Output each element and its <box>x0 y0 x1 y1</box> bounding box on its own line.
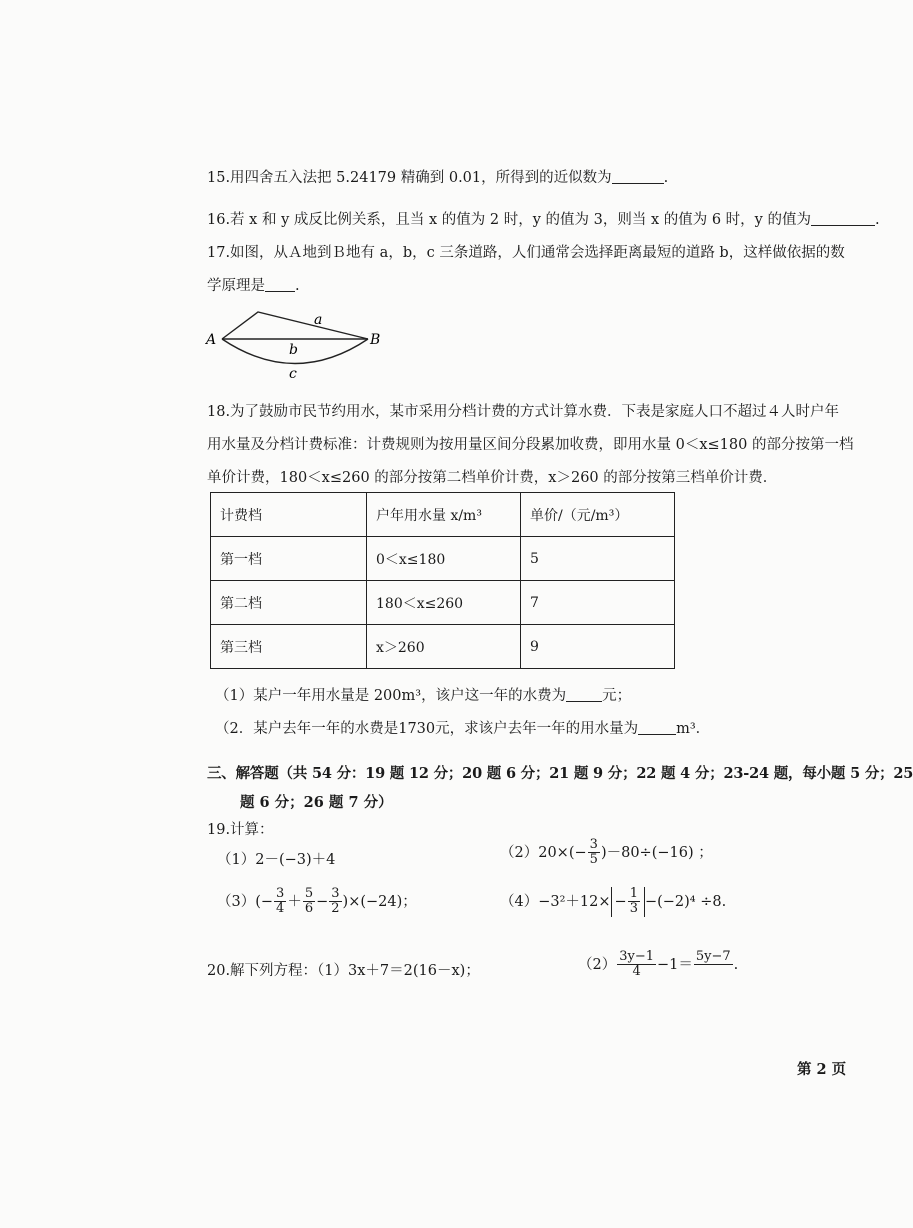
q19-part4: （4）−3²＋12× − $\frac{1}{3}$ −(−2)⁴ ÷8. <box>500 886 727 917</box>
point-a-label: A <box>206 332 217 348</box>
fraction: $\frac{3}{5}$ <box>589 837 598 868</box>
table-cell: 第三档 <box>211 625 367 669</box>
fraction: $\frac{3}{4}$ <box>276 886 285 917</box>
table-cell: 第一档 <box>211 537 367 581</box>
road-figure <box>200 300 400 385</box>
table-cell: 5 <box>521 537 675 581</box>
fraction: 5y−7 <box>695 949 731 964</box>
q19-part2: （2）20×(− $\frac{3}{5}$ )－80÷(−16) ； <box>500 837 713 868</box>
table-row <box>211 537 675 581</box>
fraction: $\frac{3y-1}{4}$ <box>619 949 655 980</box>
table-header-row <box>211 493 675 537</box>
table-cell: 9 <box>521 625 675 669</box>
q17-answer-blank[interactable] <box>265 277 295 293</box>
table-cell: 7 <box>521 581 675 625</box>
question-18-line2: 用水量及分档计费标准：计费规则为按用量区间分段累加收费，即用水量 0＜x≤180 的部分按第一档 <box>207 437 854 453</box>
q19-part1-expression: 2－(−3)＋4 <box>255 852 336 868</box>
question-18-sub2: （2．某户去年一年的水费是1730元，求该户去年一年的用水量为 m³． <box>215 721 711 737</box>
question-17-line1: 17.如图，从Ａ地到Ｂ地有 a，b，c 三条道路，人们通常会选择距离最短的道路 b，这样做依据的数 <box>207 245 845 261</box>
question-18-line3: 单价计费，180＜x≤260 的部分按第二档单价计费，x＞260 的部分按第三档单价计费． <box>207 470 778 486</box>
q15-text: 15.用四舍五入法把 5.24179 精确到 0.01，所得到的近似数为 <box>207 170 612 186</box>
road-a <box>222 312 368 339</box>
fraction: $\frac{1}{3}$ <box>629 886 638 917</box>
header-price: 单价/（元/m³） <box>521 493 675 537</box>
section-3-heading: 三、解答题（共 54 分：19 题 12 分；20 题 6 分；21 题 9 分；22 题 4 分；23-24 题，每小题 5 分；25 <box>207 765 913 782</box>
page-number: 第 2 页 <box>797 1061 847 1078</box>
question-17-line2: 学原理是 . <box>207 278 300 294</box>
point-b-label: B <box>370 332 381 348</box>
q19-part1: （1）2－(−3)＋4 <box>217 852 336 868</box>
table-cell: x＞260 <box>367 625 521 669</box>
q20-part2: （2） $\frac{3y-1}{4}$ −1＝ 5y−7 . <box>578 949 739 980</box>
road-b-label: b <box>289 342 298 358</box>
water-fee-table <box>210 492 675 669</box>
section-3-heading-line2: 题 6 分；26 题 7 分） <box>240 794 393 811</box>
table-cell: 0＜x≤180 <box>367 537 521 581</box>
question-18-sub1: （1）某户一年用水量是 200m³，该户这一年的水费为 元； <box>215 688 632 704</box>
question-19-title: 19.计算： <box>207 822 274 838</box>
q16-answer-blank[interactable] <box>811 211 875 227</box>
fraction: $\frac{3}{2}$ <box>331 886 340 917</box>
question-18-line1: 18.为了鼓励市民节约用水，某市采用分档计费的方式计算水费．下表是家庭人口不超过４人时户年 <box>207 404 840 420</box>
question-15: 15.用四舍五入法把 5.24179 精确到 0.01，所得到的近似数为 . <box>207 170 669 186</box>
q18-sub1-blank[interactable] <box>566 687 602 703</box>
question-16: 16.若 x 和 y 成反比例关系，且当 x 的值为 2 时，y 的值为 3，则当 x 的值为 6 时，y 的值为 . <box>207 212 880 228</box>
road-a-label: a <box>314 312 323 328</box>
q19-part3: （3）(− $\frac{3}{4}$ ＋ $\frac{5}{6}$ − $\frac{3}{2}$ )×(−24)； <box>217 886 417 917</box>
table-cell: 第二档 <box>211 581 367 625</box>
q15-answer-blank[interactable] <box>612 169 664 185</box>
q16-text: 16.若 x 和 y 成反比例关系，且当 x 的值为 2 时，y 的值为 3，则当 x 的值为 6 时，y 的值为 <box>207 212 811 228</box>
table-cell: 180＜x≤260 <box>367 581 521 625</box>
q18-sub2-blank[interactable] <box>638 720 676 736</box>
table-row <box>211 581 675 625</box>
header-usage: 户年用水量 x/m³ <box>367 493 521 537</box>
question-20: 20.解下列方程：（1）3x＋7＝2(16－x)； <box>207 963 480 979</box>
table-row <box>211 625 675 669</box>
road-c-label: c <box>289 366 297 382</box>
fraction: $\frac{5}{6}$ <box>304 886 314 917</box>
header-tier: 计费档 <box>211 493 367 537</box>
absolute-value: − $\frac{1}{3}$ <box>611 887 645 917</box>
